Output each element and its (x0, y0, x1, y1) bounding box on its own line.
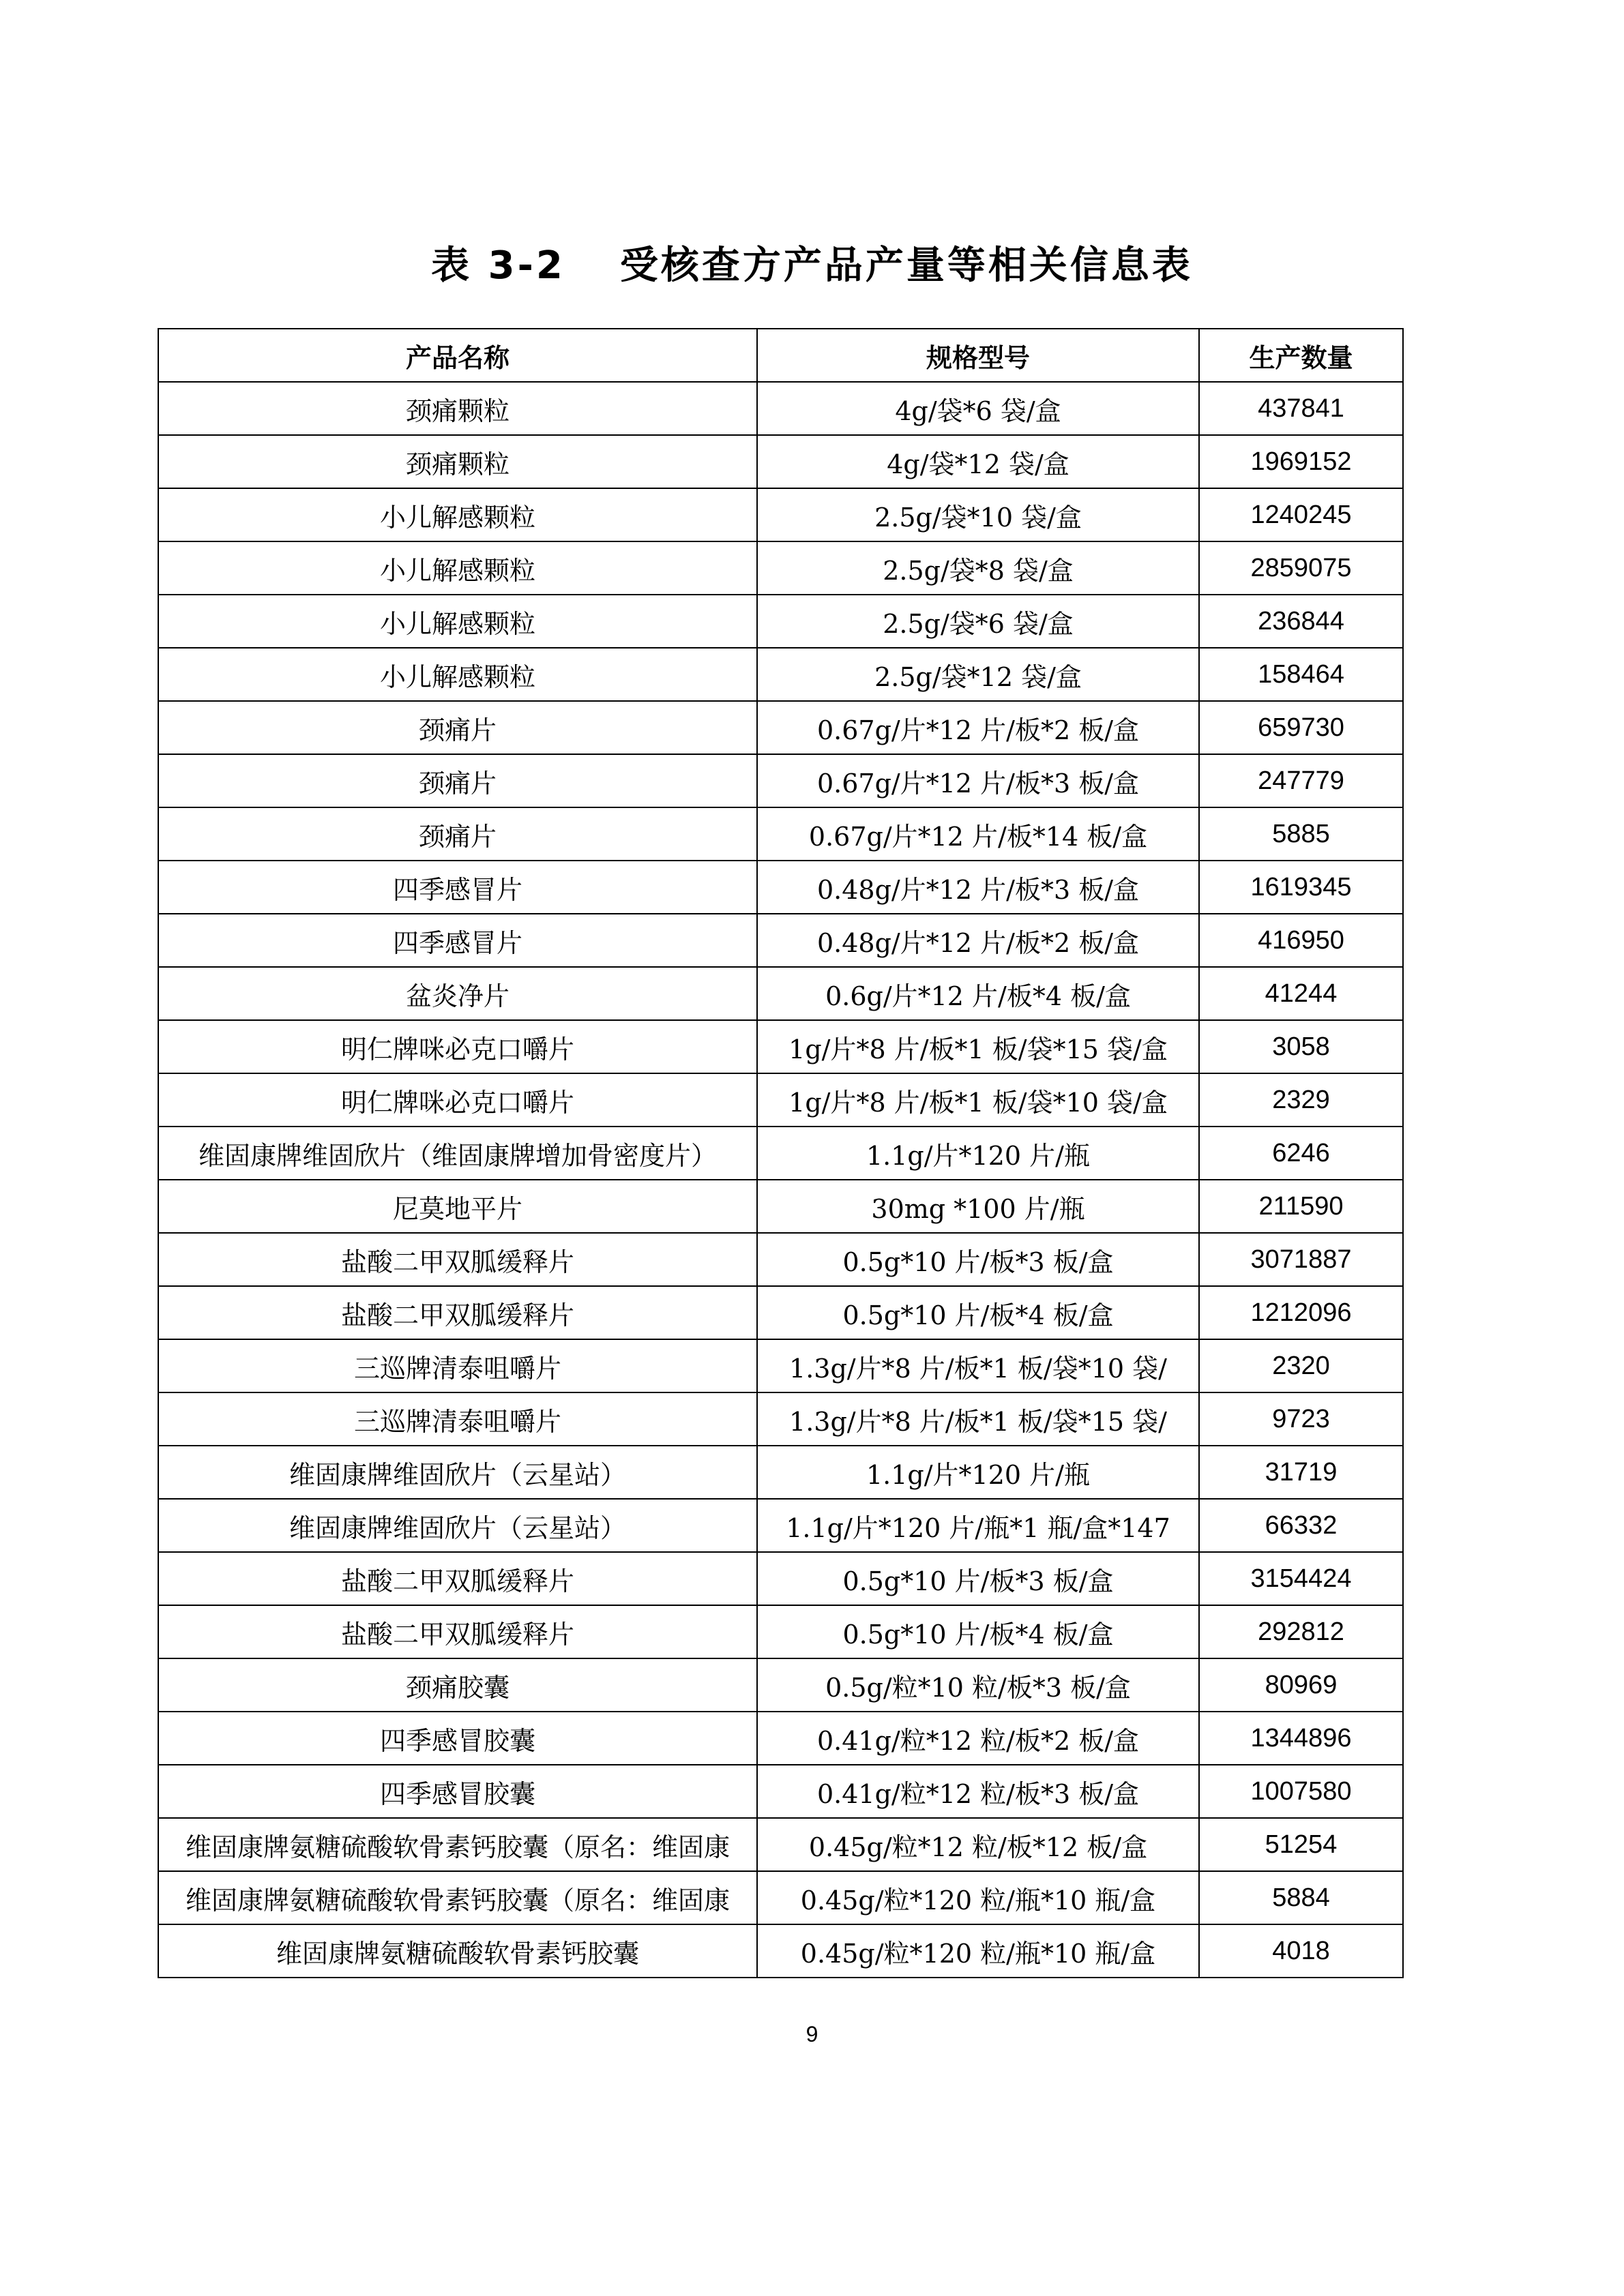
table-row (158, 1499, 1403, 1552)
product-output-table (158, 328, 1404, 1978)
product-name-cell: 四季感冒片 (158, 914, 757, 967)
product-name-cell: 明仁牌咪必克口嚼片 (158, 1073, 757, 1127)
product-name-cell: 颈痛胶囊 (158, 1658, 757, 1712)
table-row (158, 1180, 1403, 1233)
table-title (0, 232, 1624, 300)
product-name-cell: 小儿解感颗粒 (158, 648, 757, 701)
quantity-cell: 5884 (1199, 1871, 1403, 1924)
table-row (158, 488, 1403, 541)
specification-cell: 0.5g*10 片/板*4 板/盒 (757, 1286, 1199, 1339)
table-row (158, 914, 1403, 967)
specification-cell: 30mg *100 片/瓶 (757, 1180, 1199, 1233)
table-row (158, 1924, 1403, 1978)
quantity-cell: 211590 (1199, 1180, 1403, 1233)
table-row (158, 1339, 1403, 1392)
product-name-cell: 三巡牌清泰咀嚼片 (158, 1339, 757, 1392)
specification-cell: 0.41g/粒*12 粒/板*3 板/盒 (757, 1765, 1199, 1818)
table-row (158, 1552, 1403, 1605)
specification-cell: 0.5g*10 片/板*3 板/盒 (757, 1552, 1199, 1605)
table-row (158, 595, 1403, 648)
quantity-cell: 3154424 (1199, 1552, 1403, 1605)
product-name-cell: 维固康牌氨糖硫酸软骨素钙胶囊 (158, 1924, 757, 1978)
quantity-cell: 1969152 (1199, 435, 1403, 488)
table-row (158, 861, 1403, 914)
table-header-row (158, 329, 1403, 382)
product-name-cell: 盐酸二甲双胍缓释片 (158, 1552, 757, 1605)
product-name-cell: 盆炎净片 (158, 967, 757, 1020)
table-row (158, 754, 1403, 807)
specification-cell: 0.45g/粒*120 粒/瓶*10 瓶/盒 (757, 1924, 1199, 1978)
product-name-cell: 维固康牌维固欣片（云星站） (158, 1499, 757, 1552)
specification-cell: 1.3g/片*8 片/板*1 板/袋*15 袋/ (757, 1392, 1199, 1446)
product-name-cell: 明仁牌咪必克口嚼片 (158, 1020, 757, 1073)
specification-cell: 0.45g/粒*120 粒/瓶*10 瓶/盒 (757, 1871, 1199, 1924)
specification-cell: 2.5g/袋*6 袋/盒 (757, 595, 1199, 648)
quantity-cell: 1007580 (1199, 1765, 1403, 1818)
specification-cell: 1.1g/片*120 片/瓶 (757, 1446, 1199, 1499)
quantity-cell: 2329 (1199, 1073, 1403, 1127)
table-body (158, 382, 1403, 1978)
specification-cell: 0.45g/粒*12 粒/板*12 板/盒 (757, 1818, 1199, 1871)
table-row (158, 1127, 1403, 1180)
quantity-cell: 1619345 (1199, 861, 1403, 914)
quantity-cell: 437841 (1199, 382, 1403, 435)
product-name-cell: 维固康牌维固欣片（维固康牌增加骨密度片） (158, 1127, 757, 1180)
specification-cell: 1.1g/片*120 片/瓶*1 瓶/盒*147 (757, 1499, 1199, 1552)
quantity-cell: 9723 (1199, 1392, 1403, 1446)
product-name-cell: 三巡牌清泰咀嚼片 (158, 1392, 757, 1446)
product-name-cell: 维固康牌氨糖硫酸软骨素钙胶囊（原名：维固康 (158, 1818, 757, 1871)
quantity-cell: 1212096 (1199, 1286, 1403, 1339)
specification-cell: 0.5g*10 片/板*3 板/盒 (757, 1233, 1199, 1286)
table-row (158, 435, 1403, 488)
specification-cell: 0.48g/片*12 片/板*3 板/盒 (757, 861, 1199, 914)
quantity-cell: 1240245 (1199, 488, 1403, 541)
quantity-cell: 2320 (1199, 1339, 1403, 1392)
specification-cell: 0.67g/片*12 片/板*2 板/盒 (757, 701, 1199, 754)
specification-cell: 1g/片*8 片/板*1 板/袋*15 袋/盒 (757, 1020, 1199, 1073)
product-name-cell: 颈痛片 (158, 754, 757, 807)
product-name-cell: 小儿解感颗粒 (158, 595, 757, 648)
specification-cell: 0.67g/片*12 片/板*3 板/盒 (757, 754, 1199, 807)
quantity-cell: 247779 (1199, 754, 1403, 807)
table-row (158, 1605, 1403, 1658)
quantity-cell: 3058 (1199, 1020, 1403, 1073)
table-row (158, 1392, 1403, 1446)
specification-cell: 2.5g/袋*10 袋/盒 (757, 488, 1199, 541)
quantity-cell: 292812 (1199, 1605, 1403, 1658)
table-row (158, 1818, 1403, 1871)
table-row (158, 1073, 1403, 1127)
quantity-cell: 4018 (1199, 1924, 1403, 1978)
page-number: 9 (806, 2022, 818, 2046)
specification-cell: 0.41g/粒*12 粒/板*2 板/盒 (757, 1712, 1199, 1765)
product-name-cell: 盐酸二甲双胍缓释片 (158, 1233, 757, 1286)
specification-cell: 2.5g/袋*8 袋/盒 (757, 541, 1199, 595)
product-name-cell: 四季感冒片 (158, 861, 757, 914)
column-header-specification: 规格型号 (757, 329, 1199, 382)
quantity-cell: 3071887 (1199, 1233, 1403, 1286)
product-name-cell: 维固康牌氨糖硫酸软骨素钙胶囊（原名：维固康 (158, 1871, 757, 1924)
quantity-cell: 1344896 (1199, 1712, 1403, 1765)
table-row (158, 1233, 1403, 1286)
table-title-text: 受核查方产品产量等相关信息表 (619, 243, 1193, 288)
product-name-cell: 小儿解感颗粒 (158, 488, 757, 541)
table-row (158, 1286, 1403, 1339)
specification-cell: 2.5g/袋*12 袋/盒 (757, 648, 1199, 701)
product-name-cell: 颈痛颗粒 (158, 382, 757, 435)
product-name-cell: 四季感冒胶囊 (158, 1712, 757, 1765)
specification-cell: 0.48g/片*12 片/板*2 板/盒 (757, 914, 1199, 967)
product-name-cell: 颈痛片 (158, 701, 757, 754)
column-header-quantity: 生产数量 (1199, 329, 1403, 382)
specification-cell: 4g/袋*6 袋/盒 (757, 382, 1199, 435)
table-row (158, 648, 1403, 701)
table-row (158, 541, 1403, 595)
table-row (158, 1446, 1403, 1499)
table-row (158, 1658, 1403, 1712)
table-row (158, 382, 1403, 435)
quantity-cell: 51254 (1199, 1818, 1403, 1871)
product-name-cell: 盐酸二甲双胍缓释片 (158, 1286, 757, 1339)
product-name-cell: 颈痛片 (158, 807, 757, 861)
product-name-cell: 尼莫地平片 (158, 1180, 757, 1233)
specification-cell: 1g/片*8 片/板*1 板/袋*10 袋/盒 (757, 1073, 1199, 1127)
quantity-cell: 6246 (1199, 1127, 1403, 1180)
quantity-cell: 2859075 (1199, 541, 1403, 595)
specification-cell: 1.3g/片*8 片/板*1 板/袋*10 袋/ (757, 1339, 1199, 1392)
quantity-cell: 66332 (1199, 1499, 1403, 1552)
table-row (158, 701, 1403, 754)
table-row (158, 967, 1403, 1020)
specification-cell: 0.5g*10 片/板*4 板/盒 (757, 1605, 1199, 1658)
product-name-cell: 维固康牌维固欣片（云星站） (158, 1446, 757, 1499)
table-row (158, 1871, 1403, 1924)
quantity-cell: 31719 (1199, 1446, 1403, 1499)
quantity-cell: 236844 (1199, 595, 1403, 648)
quantity-cell: 659730 (1199, 701, 1403, 754)
quantity-cell: 416950 (1199, 914, 1403, 967)
product-name-cell: 小儿解感颗粒 (158, 541, 757, 595)
quantity-cell: 41244 (1199, 967, 1403, 1020)
quantity-cell: 158464 (1199, 648, 1403, 701)
product-name-cell: 四季感冒胶囊 (158, 1765, 757, 1818)
specification-cell: 4g/袋*12 袋/盒 (757, 435, 1199, 488)
specification-cell: 0.67g/片*12 片/板*14 板/盒 (757, 807, 1199, 861)
product-name-cell: 盐酸二甲双胍缓释片 (158, 1605, 757, 1658)
table-row (158, 1712, 1403, 1765)
specification-cell: 0.6g/片*12 片/板*4 板/盒 (757, 967, 1199, 1020)
table-row (158, 1020, 1403, 1073)
table-row (158, 1765, 1403, 1818)
product-name-cell: 颈痛颗粒 (158, 435, 757, 488)
quantity-cell: 5885 (1199, 807, 1403, 861)
table-row (158, 807, 1403, 861)
specification-cell: 0.5g/粒*10 粒/板*3 板/盒 (757, 1658, 1199, 1712)
table-number: 表 3-2 (431, 243, 565, 288)
column-header-product-name: 产品名称 (158, 329, 757, 382)
specification-cell: 1.1g/片*120 片/瓶 (757, 1127, 1199, 1180)
quantity-cell: 80969 (1199, 1658, 1403, 1712)
